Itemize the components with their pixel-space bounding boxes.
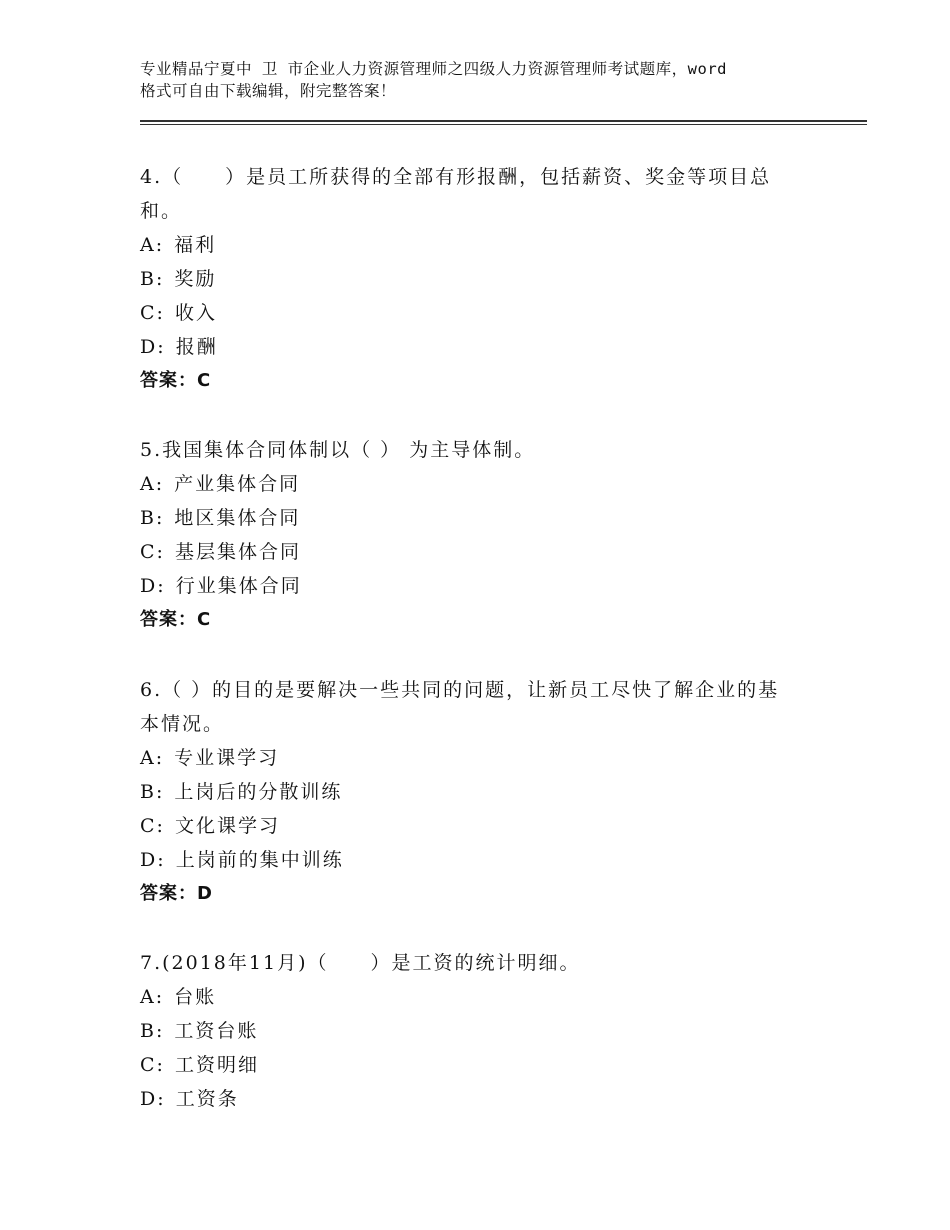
header-divider-thick: [140, 120, 867, 122]
option-text: 基层集体合同: [175, 541, 302, 563]
option-text: 报酬: [175, 336, 218, 358]
option-c: [140, 296, 830, 330]
option-letter: D:: [140, 849, 166, 871]
option-letter: B:: [140, 268, 165, 290]
question-stem: 4.（ ）是员工所获得的全部有形报酬，包括薪资、奖金等项目总: [140, 166, 772, 188]
option-letter: B:: [140, 1020, 165, 1042]
option-letter: C:: [140, 302, 165, 324]
option-c: [140, 535, 830, 569]
option-d: [140, 843, 830, 877]
option-text: 行业集体合同: [175, 575, 302, 597]
option-letter: A:: [140, 986, 165, 1008]
question-stem-continued: 本情况。: [140, 713, 225, 735]
option-text: 上岗后的分散训练: [174, 781, 343, 803]
option-text: 台账: [174, 986, 217, 1008]
option-a: [140, 741, 830, 775]
question-7: [140, 946, 830, 1116]
option-text: 工资台账: [174, 1020, 259, 1042]
question-stem: 7.(2018年11月)（ ）是工资的统计明细。: [140, 952, 581, 974]
answer-line: 答案：D: [140, 883, 213, 904]
answer-line: 答案：C: [140, 370, 212, 391]
question-5: [140, 433, 830, 637]
option-text: 福利: [174, 234, 217, 256]
option-b: [140, 1014, 830, 1048]
option-b: [140, 501, 830, 535]
option-b: [140, 262, 830, 296]
option-text: 专业课学习: [174, 747, 280, 769]
option-letter: C:: [140, 1054, 165, 1076]
option-letter: A:: [140, 473, 165, 495]
option-b: [140, 775, 830, 809]
option-text: 产业集体合同: [174, 473, 301, 495]
header-line-2: 格式可自由下载编辑，附完整答案！: [140, 82, 397, 100]
question-stem: 6.（ ）的目的是要解决一些共同的问题，让新员工尽快了解企业的基: [140, 679, 780, 701]
question-4: [140, 160, 830, 398]
question-6: [140, 673, 830, 911]
header-line-1: 专业精品宁夏中 卫 市企业人力资源管理师之四级人力资源管理师考试题库，word: [140, 60, 727, 78]
option-a: [140, 467, 830, 501]
option-text: 地区集体合同: [174, 507, 301, 529]
option-letter: A:: [140, 747, 165, 769]
option-letter: D:: [140, 1088, 166, 1110]
option-text: 文化课学习: [175, 815, 281, 837]
option-c: [140, 1048, 830, 1082]
option-letter: D:: [140, 575, 166, 597]
option-a: [140, 228, 830, 262]
option-text: 奖励: [174, 268, 217, 290]
option-letter: C:: [140, 541, 165, 563]
option-d: [140, 330, 830, 364]
option-text: 收入: [175, 302, 218, 324]
option-d: [140, 569, 830, 603]
option-text: 上岗前的集中训练: [175, 849, 344, 871]
option-c: [140, 809, 830, 843]
option-letter: A:: [140, 234, 165, 256]
option-letter: B:: [140, 781, 165, 803]
header-divider-thin: [140, 124, 867, 125]
option-a: [140, 980, 830, 1014]
option-letter: D:: [140, 336, 166, 358]
option-text: 工资条: [175, 1088, 239, 1110]
option-letter: C:: [140, 815, 165, 837]
document-header: [140, 58, 840, 102]
answer-line: 答案：C: [140, 609, 212, 630]
question-stem: 5.我国集体合同体制以（ ） 为主导体制。: [140, 439, 536, 461]
option-text: 工资明细: [175, 1054, 260, 1076]
question-stem-continued: 和。: [140, 200, 183, 222]
option-d: [140, 1082, 830, 1116]
option-letter: B:: [140, 507, 165, 529]
